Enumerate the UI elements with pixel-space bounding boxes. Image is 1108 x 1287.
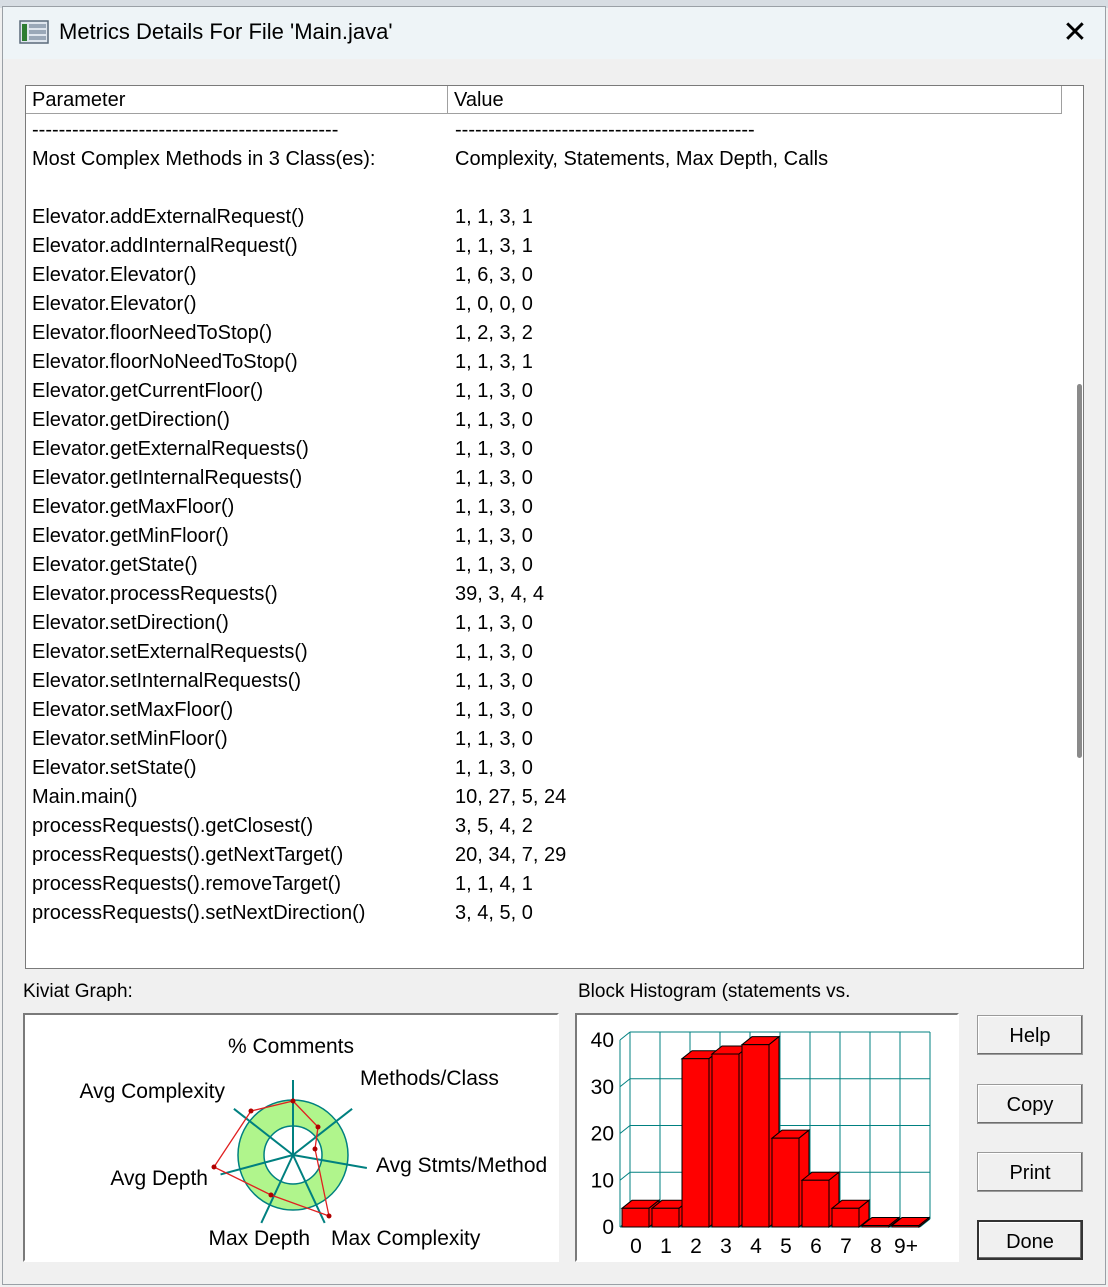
heading-value: Complexity, Statements, Max Depth, Calls bbox=[455, 148, 829, 170]
method-name: processRequests().setNextDirection() bbox=[32, 902, 366, 924]
method-name: Elevator.setExternalRequests() bbox=[32, 641, 308, 663]
metric-values: 1, 2, 3, 2 bbox=[455, 322, 533, 344]
metric-values: 3, 5, 4, 2 bbox=[455, 815, 533, 837]
method-name: Elevator.processRequests() bbox=[32, 583, 278, 605]
app-icon bbox=[19, 20, 49, 44]
list-header bbox=[26, 86, 1062, 115]
metric-values: 1, 1, 3, 0 bbox=[455, 757, 533, 779]
grid-line bbox=[620, 1032, 630, 1040]
metric-values: 1, 1, 3, 1 bbox=[455, 206, 533, 228]
metric-values: 1, 1, 3, 0 bbox=[455, 728, 533, 750]
metric-values: 1, 1, 3, 0 bbox=[455, 380, 533, 402]
copy-button[interactable]: Copy bbox=[977, 1084, 1083, 1124]
column-header-parameter[interactable]: Parameter bbox=[26, 86, 448, 114]
kiviat-axis-label: Methods/Class bbox=[360, 1067, 499, 1090]
method-name: processRequests().getClosest() bbox=[32, 815, 314, 837]
block-histogram bbox=[577, 1015, 957, 1260]
separator-dashes: ---------------------------------------------- bbox=[32, 119, 339, 141]
metric-values: 39, 3, 4, 4 bbox=[455, 583, 544, 605]
metric-values: 1, 1, 3, 0 bbox=[455, 496, 533, 518]
method-name: Elevator.getCurrentFloor() bbox=[32, 380, 264, 402]
grid-line bbox=[620, 1172, 630, 1180]
kiviat-point bbox=[313, 1147, 318, 1152]
scrollbar-thumb[interactable] bbox=[1077, 384, 1082, 758]
metric-values: 1, 1, 4, 1 bbox=[455, 873, 533, 895]
metric-values: 1, 1, 3, 0 bbox=[455, 699, 533, 721]
method-name: processRequests().removeTarget() bbox=[32, 873, 341, 895]
kiviat-axis-label: Avg Depth bbox=[110, 1167, 208, 1190]
method-name: processRequests().getNextTarget() bbox=[32, 844, 344, 866]
method-name: Elevator.getMinFloor() bbox=[32, 525, 229, 547]
column-header-value[interactable]: Value bbox=[448, 86, 1062, 114]
kiviat-point bbox=[249, 1109, 254, 1114]
print-button[interactable]: Print bbox=[977, 1152, 1083, 1192]
metric-values: 10, 27, 5, 24 bbox=[455, 786, 567, 808]
method-name: Elevator.Elevator() bbox=[32, 293, 197, 315]
metrics-list[interactable] bbox=[25, 85, 1084, 969]
histogram-bar bbox=[832, 1200, 869, 1227]
method-name: Main.main() bbox=[32, 786, 138, 808]
method-name: Elevator.setMaxFloor() bbox=[32, 699, 234, 721]
kiviat-point bbox=[269, 1193, 274, 1198]
grid-line bbox=[620, 1079, 630, 1087]
y-tick-label: 40 bbox=[590, 1029, 614, 1052]
metric-values: 1, 1, 3, 0 bbox=[455, 670, 533, 692]
metric-values: 1, 6, 3, 0 bbox=[455, 264, 533, 286]
metric-values: 20, 34, 7, 29 bbox=[455, 844, 567, 866]
x-tick-label: 3 bbox=[720, 1235, 732, 1258]
x-tick-label: 0 bbox=[630, 1235, 642, 1258]
method-name: Elevator.getDirection() bbox=[32, 409, 230, 431]
method-name: Elevator.Elevator() bbox=[32, 264, 197, 286]
kiviat-point bbox=[327, 1214, 332, 1219]
kiviat-graph-panel bbox=[23, 1013, 559, 1262]
metric-values: 1, 1, 3, 0 bbox=[455, 525, 533, 547]
y-tick-label: 10 bbox=[590, 1169, 614, 1193]
metrics-details-dialog bbox=[2, 6, 1106, 1285]
kiviat-graph bbox=[25, 1015, 557, 1260]
metric-values: 1, 1, 3, 0 bbox=[455, 438, 533, 460]
kiviat-axis-label: Max Depth bbox=[208, 1227, 310, 1250]
metric-values: 1, 1, 3, 1 bbox=[455, 351, 533, 373]
method-name: Elevator.addInternalRequest() bbox=[32, 235, 298, 257]
metric-values: 1, 1, 3, 0 bbox=[455, 554, 533, 576]
y-tick-label: 20 bbox=[590, 1122, 614, 1146]
title-bar bbox=[3, 7, 1105, 59]
kiviat-axis-label: % Comments bbox=[227, 1035, 355, 1058]
method-name: Elevator.getInternalRequests() bbox=[32, 467, 303, 489]
x-tick-label: 8 bbox=[870, 1235, 882, 1258]
y-tick-label: 0 bbox=[602, 1216, 614, 1239]
method-name: Elevator.getMaxFloor() bbox=[32, 496, 235, 518]
method-name: Elevator.setState() bbox=[32, 757, 197, 779]
method-name: Elevator.floorNeedToStop() bbox=[32, 322, 273, 344]
method-name: Elevator.getExternalRequests() bbox=[32, 438, 309, 460]
window-title: Metrics Details For File 'Main.java' bbox=[59, 19, 393, 44]
metric-values: 1, 1, 3, 0 bbox=[455, 612, 533, 634]
close-button[interactable] bbox=[1053, 11, 1097, 55]
separator-dashes: --------------------------------------------- bbox=[455, 119, 755, 141]
grid-line bbox=[620, 1126, 630, 1134]
close-icon: ✕ bbox=[1062, 16, 1088, 49]
x-tick-label: 1 bbox=[660, 1235, 672, 1258]
kiviat-point bbox=[212, 1165, 217, 1170]
histogram-panel bbox=[575, 1013, 959, 1262]
x-tick-label: 2 bbox=[690, 1235, 702, 1258]
x-tick-label: 5 bbox=[780, 1235, 792, 1258]
histogram-label: Block Histogram (statements vs. bbox=[578, 981, 851, 1002]
kiviat-axis-label: Avg Complexity bbox=[79, 1080, 225, 1103]
x-tick-label: 4 bbox=[750, 1235, 762, 1258]
kiviat-graph-label: Kiviat Graph: bbox=[23, 981, 133, 1002]
done-button[interactable]: Done bbox=[977, 1220, 1083, 1260]
metric-values: 1, 1, 3, 0 bbox=[455, 467, 533, 489]
metric-values: 1, 0, 0, 0 bbox=[455, 293, 533, 315]
metric-values: 3, 4, 5, 0 bbox=[455, 902, 533, 924]
x-tick-label: 9+ bbox=[894, 1235, 918, 1258]
method-name: Elevator.setInternalRequests() bbox=[32, 670, 302, 692]
x-tick-label: 7 bbox=[840, 1235, 852, 1258]
method-name: Elevator.setMinFloor() bbox=[32, 728, 228, 750]
method-name: Elevator.setDirection() bbox=[32, 612, 229, 634]
x-tick-label: 6 bbox=[810, 1235, 822, 1258]
metric-values: 1, 1, 3, 0 bbox=[455, 409, 533, 431]
method-name: Elevator.getState() bbox=[32, 554, 198, 576]
kiviat-point bbox=[291, 1099, 296, 1104]
method-name: Elevator.addExternalRequest() bbox=[32, 206, 305, 228]
heading-parameter: Most Complex Methods in 3 Class(es): bbox=[32, 148, 376, 170]
help-button[interactable]: Help bbox=[977, 1015, 1083, 1055]
method-name: Elevator.floorNoNeedToStop() bbox=[32, 351, 298, 373]
y-tick-label: 30 bbox=[590, 1075, 614, 1099]
kiviat-axis-label: Max Complexity bbox=[331, 1227, 481, 1250]
kiviat-point bbox=[316, 1125, 321, 1130]
metric-values: 1, 1, 3, 1 bbox=[455, 235, 533, 257]
metric-values: 1, 1, 3, 0 bbox=[455, 641, 533, 663]
kiviat-axis-label: Avg Stmts/Method bbox=[376, 1154, 548, 1177]
